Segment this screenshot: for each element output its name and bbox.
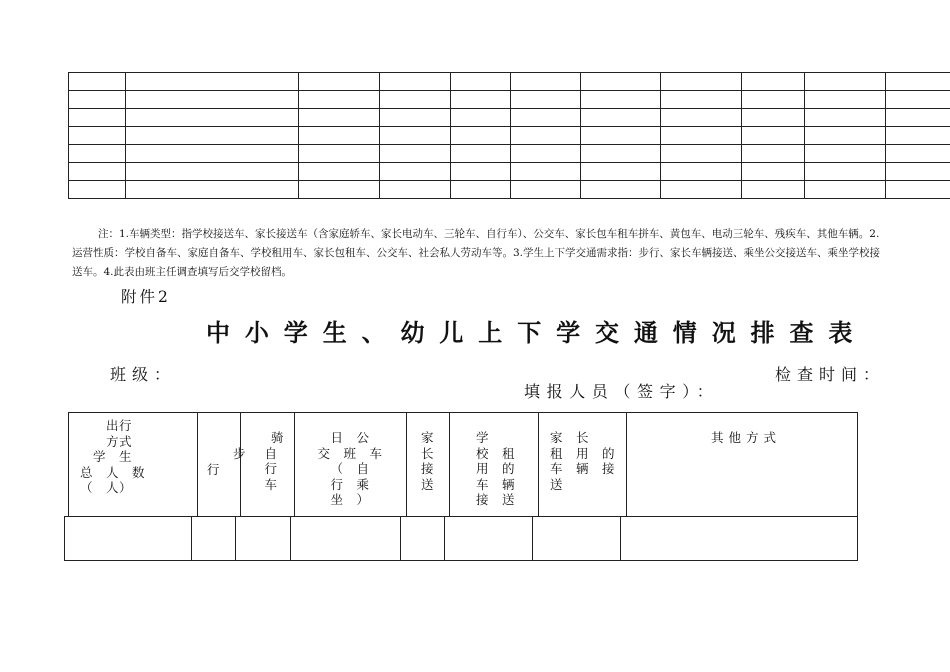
table-cell xyxy=(126,145,299,163)
header-walk: 步 行 xyxy=(207,446,247,477)
row-divider xyxy=(444,516,445,561)
table-cell xyxy=(886,181,950,199)
table-cell xyxy=(511,109,581,127)
table-cell xyxy=(661,163,742,181)
header-parent-rental: 家 长 租 用 的 车 辆 接 送 xyxy=(550,430,616,492)
table-cell xyxy=(299,91,380,109)
table-cell xyxy=(886,109,950,127)
table-cell xyxy=(805,145,886,163)
table-cell xyxy=(299,73,380,91)
table-cell xyxy=(742,163,805,181)
table-cell xyxy=(886,163,950,181)
table-cell xyxy=(886,73,950,91)
table-cell xyxy=(581,109,661,127)
row-divider xyxy=(290,516,291,561)
table-row xyxy=(69,145,950,163)
table-cell xyxy=(886,127,950,145)
table-cell xyxy=(661,73,742,91)
table-cell xyxy=(581,73,661,91)
table-cell xyxy=(581,145,661,163)
survey-data-row xyxy=(64,516,858,561)
header-school-vehicle: 学 校 租 用 的 车 辆 接 送 xyxy=(476,430,516,507)
table-cell xyxy=(380,181,451,199)
table-cell xyxy=(511,145,581,163)
page-title: 中小学生、幼儿上下学交通情况排查表 xyxy=(206,318,868,347)
table-cell xyxy=(451,181,511,199)
table-cell xyxy=(299,109,380,127)
row-divider xyxy=(620,516,621,561)
table-cell xyxy=(511,73,581,91)
header-other: 其他方式 xyxy=(711,430,782,445)
table-cell xyxy=(380,145,451,163)
table-cell xyxy=(805,109,886,127)
table-cell xyxy=(380,127,451,145)
table-cell xyxy=(69,91,126,109)
table-cell xyxy=(511,91,581,109)
reporter-signature-label: 填报人员（签字）： xyxy=(524,382,720,401)
table-cell xyxy=(380,109,451,127)
table-note: 注：1.车辆类型：指学校接送车、家长接送车（含家庭轿车、家长电动车、三轮车、自行车）、公交车、家长包车租车拼车、黄包车、电动三轮车、残疾车、其他车辆。2.运营性质：学校自备车、家庭自备车、学校租用车、家长包租车、公交车、社会私人劳动车等。3.学生上下学交通需求指：步行、家长车辆接送、乘坐公交接送车、乘坐学校接送车。4.此表由班主任调查填写后交学校留档。 xyxy=(72,228,881,278)
header-divider xyxy=(406,412,407,517)
table-cell xyxy=(805,127,886,145)
table-cell xyxy=(380,73,451,91)
table-cell xyxy=(299,127,380,145)
header-public-bus: 日 公 交 班 车 （ 自 行 乘 坐 ） xyxy=(317,430,383,507)
table-cell xyxy=(299,181,380,199)
table-cell xyxy=(299,145,380,163)
table-cell xyxy=(69,109,126,127)
table-row xyxy=(69,127,950,145)
table-cell xyxy=(581,91,661,109)
class-label: 班级： xyxy=(110,365,177,384)
header-divider xyxy=(197,412,198,517)
table-cell xyxy=(805,181,886,199)
table-cell xyxy=(742,181,805,199)
table-cell xyxy=(805,91,886,109)
row-divider xyxy=(235,516,236,561)
table-cell xyxy=(886,145,950,163)
table-cell xyxy=(451,91,511,109)
table-cell xyxy=(886,91,950,109)
row-divider xyxy=(400,516,401,561)
table-cell xyxy=(126,181,299,199)
row-divider xyxy=(191,516,192,561)
table-cell xyxy=(69,163,126,181)
table-row xyxy=(69,91,950,109)
header-bicycle: 骑 自 行 车 xyxy=(264,430,284,492)
table-cell xyxy=(126,73,299,91)
header-divider xyxy=(538,412,539,517)
check-time-label: 检查时间： xyxy=(775,365,886,384)
table-cell xyxy=(126,109,299,127)
table-cell xyxy=(380,163,451,181)
table-cell xyxy=(451,109,511,127)
table-cell xyxy=(805,73,886,91)
table-cell xyxy=(126,127,299,145)
table-cell xyxy=(805,163,886,181)
survey-header-row xyxy=(68,412,858,517)
top-continuation-table xyxy=(68,72,950,199)
table-cell xyxy=(511,127,581,145)
table-cell xyxy=(581,181,661,199)
header-parent-pickup: 家 长 接 送 xyxy=(421,430,435,492)
header-outing-mode: 出行 方式 学 生 总 人 数 （ 人） xyxy=(80,418,146,495)
table-row xyxy=(69,181,950,199)
table-cell xyxy=(511,163,581,181)
table-cell xyxy=(69,181,126,199)
attachment-label: 附件2 xyxy=(121,288,171,306)
table-cell xyxy=(661,127,742,145)
table-cell xyxy=(742,145,805,163)
table-cell xyxy=(581,127,661,145)
header-divider xyxy=(626,412,627,517)
table-cell xyxy=(299,163,380,181)
table-cell xyxy=(511,181,581,199)
table-cell xyxy=(451,127,511,145)
table-cell xyxy=(380,91,451,109)
table-cell xyxy=(451,145,511,163)
table-cell xyxy=(661,109,742,127)
table-cell xyxy=(126,91,299,109)
table-cell xyxy=(69,73,126,91)
table-row xyxy=(69,73,950,91)
table-cell xyxy=(69,145,126,163)
table-cell xyxy=(451,73,511,91)
table-cell xyxy=(451,163,511,181)
table-cell xyxy=(126,163,299,181)
table-cell xyxy=(742,127,805,145)
table-cell xyxy=(661,91,742,109)
table-cell xyxy=(661,145,742,163)
table-cell xyxy=(661,181,742,199)
header-divider xyxy=(294,412,295,517)
table-row xyxy=(69,163,950,181)
table-cell xyxy=(69,127,126,145)
table-row xyxy=(69,109,950,127)
header-divider xyxy=(449,412,450,517)
row-divider xyxy=(532,516,533,561)
table-cell xyxy=(742,91,805,109)
table-cell xyxy=(581,163,661,181)
table-cell xyxy=(742,109,805,127)
table-cell xyxy=(742,73,805,91)
